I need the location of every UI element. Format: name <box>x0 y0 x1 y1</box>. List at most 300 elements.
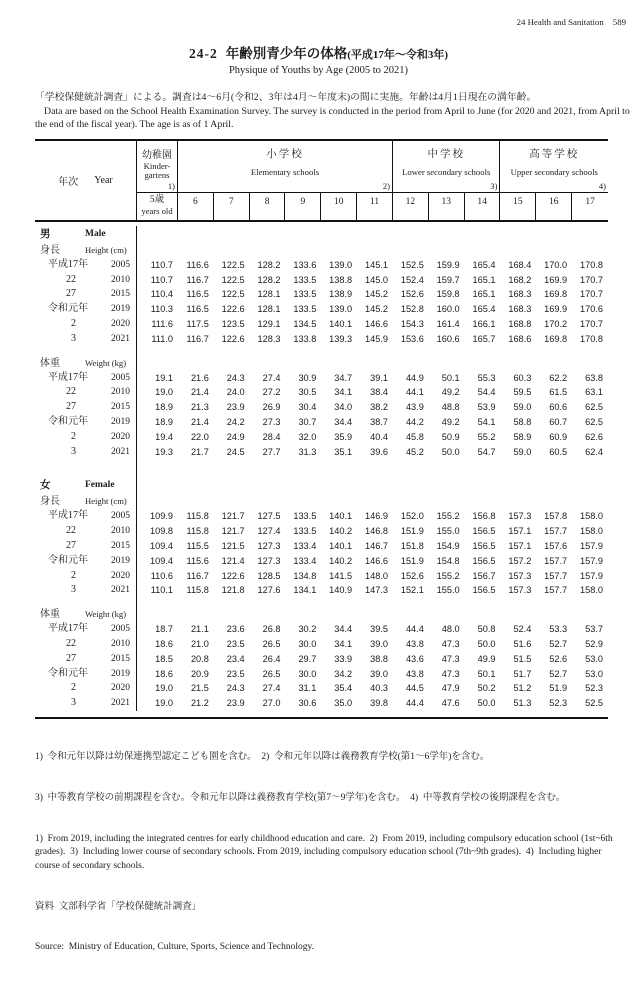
era-label: 令和元年 <box>48 303 88 315</box>
data-cell: 128.5 <box>257 570 281 581</box>
data-cell: 53.3 <box>549 624 568 635</box>
data-cell: 51.9 <box>549 683 568 694</box>
era-label: 27 <box>66 539 76 551</box>
data-cell: 158.0 <box>579 511 603 522</box>
row-label-cell <box>35 667 137 682</box>
data-cell: 170.7 <box>579 289 603 300</box>
data-cell: 168.6 <box>508 333 532 344</box>
data-cell: 170.6 <box>579 304 603 315</box>
data-cell: 26.9 <box>262 402 281 413</box>
era-label: 2 <box>71 682 76 694</box>
group-header <box>137 141 178 193</box>
data-cell: 39.6 <box>370 446 388 457</box>
row-label-cell <box>35 317 137 332</box>
data-cell: 145.2 <box>364 289 388 300</box>
age-header: 8 <box>250 193 286 220</box>
table-data-row <box>35 583 608 598</box>
data-cell: 168.3 <box>508 289 532 300</box>
empty-cell <box>137 226 608 243</box>
data-cell: 48.0 <box>441 624 460 635</box>
group-title-en: Upper secondary schools <box>510 166 598 177</box>
data-cell: 157.7 <box>544 555 568 566</box>
data-cell: 52.5 <box>585 698 603 709</box>
data-cell: 170.0 <box>544 259 568 270</box>
data-cell: 26.4 <box>262 653 281 664</box>
data-cell: 34.4 <box>334 624 353 635</box>
group-title-jp: 小学校 <box>266 148 304 160</box>
group-header <box>500 141 608 193</box>
group-title-jp: 中学校 <box>427 148 465 160</box>
data-cell: 157.7 <box>544 570 568 581</box>
data-cell: 44.2 <box>405 416 424 427</box>
data-cell: 52.9 <box>585 638 603 649</box>
era-label: 27 <box>66 288 76 300</box>
data-cell: 59.0 <box>513 446 532 457</box>
era-label: 22 <box>66 637 76 649</box>
table-data-row <box>35 539 608 554</box>
data-cell: 49.2 <box>441 416 460 427</box>
year-column-header <box>35 141 137 220</box>
data-cell: 31.3 <box>298 446 317 457</box>
table-data-row <box>35 681 608 696</box>
year-value: 2015 <box>111 402 130 413</box>
data-cell: 134.1 <box>293 585 317 596</box>
data-cell: 122.6 <box>221 570 245 581</box>
age-header: 10 <box>321 193 357 220</box>
table-data-row <box>35 302 608 317</box>
data-cell: 54.4 <box>477 387 496 398</box>
data-cell: 121.4 <box>221 555 245 566</box>
data-cell: 151.9 <box>400 526 424 537</box>
data-cell: 50.1 <box>477 668 496 679</box>
title-label-en: Male <box>85 228 106 239</box>
data-cell: 23.5 <box>226 638 245 649</box>
table-body <box>35 222 608 719</box>
data-cell: 140.9 <box>329 585 353 596</box>
data-cell: 18.9 <box>155 402 173 413</box>
data-cell: 51.6 <box>513 638 532 649</box>
data-cell: 157.9 <box>579 540 603 551</box>
data-cell: 140.1 <box>329 511 353 522</box>
year-value: 2015 <box>111 653 130 664</box>
data-cell: 170.8 <box>579 333 603 344</box>
table-title-jp <box>0 42 637 62</box>
data-cell: 21.4 <box>190 416 209 427</box>
data-cell: 127.4 <box>257 526 281 537</box>
data-cell: 122.5 <box>221 289 245 300</box>
data-cell: 27.2 <box>262 387 281 398</box>
data-cell: 110.6 <box>150 570 173 581</box>
year-value: 2019 <box>111 304 130 315</box>
data-cell: 122.6 <box>221 333 245 344</box>
empty-cell <box>137 243 608 258</box>
data-cell: 47.9 <box>441 683 460 694</box>
data-cell: 116.5 <box>186 289 209 300</box>
data-cell: 152.8 <box>400 304 424 315</box>
data-cell: 51.2 <box>513 683 532 694</box>
data-cell: 58.9 <box>513 431 532 442</box>
table-data-row <box>35 622 608 637</box>
data-cell: 111.0 <box>151 333 173 344</box>
data-cell: 109.8 <box>150 526 173 537</box>
row-label-cell <box>35 415 137 430</box>
spacer-cell <box>137 459 608 477</box>
age-header: 14 <box>465 193 501 220</box>
data-cell: 63.8 <box>585 372 603 383</box>
title-label-cell <box>35 226 137 243</box>
row-label-cell <box>35 302 137 317</box>
spacer-cell <box>137 598 608 607</box>
data-cell: 18.6 <box>155 668 173 679</box>
data-cell: 54.1 <box>477 416 496 427</box>
row-label-cell <box>35 430 137 445</box>
data-cell: 110.3 <box>150 304 173 315</box>
data-cell: 23.4 <box>226 653 245 664</box>
table-data-row <box>35 509 608 524</box>
data-cell: 116.7 <box>186 570 209 581</box>
data-cell: 50.0 <box>477 638 496 649</box>
data-cell: 115.6 <box>186 555 209 566</box>
data-cell: 28.4 <box>262 431 281 442</box>
data-cell: 45.2 <box>405 446 424 457</box>
empty-cell <box>137 494 608 509</box>
era-label: 27 <box>66 652 76 664</box>
data-cell: 156.5 <box>472 555 496 566</box>
row-label-cell <box>35 554 137 569</box>
data-cell: 156.5 <box>472 526 496 537</box>
data-cell: 165.7 <box>472 333 496 344</box>
data-cell: 168.3 <box>508 304 532 315</box>
data-cell: 115.8 <box>186 585 209 596</box>
data-cell: 151.8 <box>400 540 424 551</box>
data-cell: 52.6 <box>549 653 568 664</box>
age-header: 7 <box>214 193 250 220</box>
data-cell: 62.5 <box>585 402 603 413</box>
data-cell: 52.7 <box>549 668 568 679</box>
data-cell: 40.4 <box>370 431 388 442</box>
data-cell: 34.7 <box>334 372 353 383</box>
data-cell: 61.5 <box>549 387 568 398</box>
data-cell: 39.0 <box>370 668 388 679</box>
data-cell: 157.7 <box>544 526 568 537</box>
data-cell: 34.0 <box>334 402 353 413</box>
data-cell: 30.4 <box>298 402 317 413</box>
data-cell: 27.7 <box>262 446 281 457</box>
table-data-row <box>35 637 608 652</box>
data-cell: 30.5 <box>298 387 317 398</box>
data-cell: 133.5 <box>293 274 317 285</box>
data-cell: 26.5 <box>262 638 281 649</box>
era-label: 22 <box>66 273 76 285</box>
data-cell: 160.6 <box>436 333 460 344</box>
data-cell: 27.0 <box>262 698 281 709</box>
data-cell: 157.1 <box>508 540 532 551</box>
data-cell: 154.9 <box>436 540 460 551</box>
table-data-row <box>35 273 608 288</box>
year-value: 2021 <box>111 446 130 457</box>
page-header <box>0 0 637 27</box>
data-cell: 52.4 <box>513 624 532 635</box>
era-label: 22 <box>66 525 76 537</box>
data-cell: 18.6 <box>155 638 173 649</box>
data-cell: 145.1 <box>364 259 388 270</box>
year-value: 2010 <box>111 387 130 398</box>
data-cell: 59.0 <box>513 402 532 413</box>
era-label: 令和元年 <box>48 415 88 427</box>
data-cell: 53.9 <box>477 402 496 413</box>
age-header: 12 <box>393 193 429 220</box>
data-cell: 169.8 <box>544 289 568 300</box>
data-cell: 26.8 <box>262 624 281 635</box>
data-cell: 151.9 <box>400 555 424 566</box>
data-cell: 116.6 <box>186 259 209 270</box>
data-cell: 156.5 <box>472 540 496 551</box>
title-label-jp: 女 <box>40 480 51 492</box>
data-cell: 24.9 <box>226 431 245 442</box>
data-cell: 24.0 <box>226 387 245 398</box>
measure-label-jp: 身長 <box>40 244 60 256</box>
title-label-cell <box>35 477 137 494</box>
data-cell: 165.1 <box>472 289 496 300</box>
group-footnote-ref: 4) <box>598 180 606 191</box>
data-cell: 34.1 <box>334 638 353 649</box>
data-cell: 157.1 <box>508 526 532 537</box>
footnote-en: 1) From 2019, including the integrated centres for early childhood education and care. 2) From 2019, including compulsory education school (1st~6th grades). 3) Including lower course of secondary schools. From 2019, including compulsory education school (7th~9th grades). 4) Including higher course of secondary schools. <box>35 833 616 871</box>
data-cell: 21.4 <box>190 387 209 398</box>
age-5-jp: 5歳 <box>149 194 165 205</box>
data-cell: 19.1 <box>155 372 173 383</box>
measure-label-row <box>35 494 608 509</box>
measure-label-jp: 体重 <box>40 357 60 369</box>
era-label: 3 <box>71 584 76 596</box>
data-cell: 161.4 <box>436 318 460 329</box>
data-cell: 169.9 <box>544 274 568 285</box>
data-cell: 141.5 <box>329 570 353 581</box>
measure-label-en: Weight (kg) <box>85 609 127 620</box>
year-label-en: Year <box>94 174 113 186</box>
data-cell: 127.5 <box>257 511 281 522</box>
age-header: 17 <box>585 196 595 207</box>
data-cell: 168.8 <box>508 318 532 329</box>
data-cell: 38.2 <box>370 402 388 413</box>
data-cell: 58.8 <box>513 416 532 427</box>
data-cell: 23.9 <box>226 402 245 413</box>
data-cell: 49.2 <box>441 387 460 398</box>
data-cell: 44.4 <box>405 698 424 709</box>
data-cell: 122.5 <box>221 274 245 285</box>
data-cell: 38.8 <box>370 653 388 664</box>
row-label-cell <box>35 258 137 273</box>
row-label-cell <box>35 583 137 598</box>
data-cell: 51.7 <box>513 668 532 679</box>
data-cell: 152.6 <box>400 570 424 581</box>
data-cell: 155.2 <box>436 570 460 581</box>
data-cell: 21.1 <box>190 624 209 635</box>
data-cell: 24.5 <box>226 446 245 457</box>
data-cell: 152.0 <box>400 511 424 522</box>
data-cell: 55.3 <box>477 372 496 383</box>
data-cell: 121.8 <box>221 585 245 596</box>
age-5-en: years old <box>141 206 173 217</box>
data-cell: 62.2 <box>549 372 568 383</box>
data-cell: 47.3 <box>441 653 460 664</box>
data-cell: 38.4 <box>370 387 388 398</box>
table-data-row <box>35 569 608 584</box>
data-cell: 23.9 <box>226 698 245 709</box>
data-cell: 115.5 <box>186 540 209 551</box>
measure-label-row <box>35 243 608 258</box>
data-cell: 35.4 <box>334 683 353 694</box>
data-cell: 32.0 <box>298 431 317 442</box>
data-cell: 30.0 <box>298 668 317 679</box>
data-cell: 21.7 <box>190 446 209 457</box>
data-cell: 21.5 <box>190 683 209 694</box>
data-cell: 146.8 <box>364 526 388 537</box>
data-cell: 116.7 <box>186 274 209 285</box>
year-value: 2019 <box>111 416 130 427</box>
data-cell: 170.7 <box>579 318 603 329</box>
data-cell: 152.6 <box>400 289 424 300</box>
data-cell: 146.9 <box>364 511 388 522</box>
measure-label-cell <box>35 494 137 509</box>
data-cell: 133.5 <box>293 511 317 522</box>
data-cell: 133.6 <box>293 259 317 270</box>
data-cell: 146.6 <box>364 318 388 329</box>
data-cell: 63.1 <box>585 387 603 398</box>
group-header <box>178 141 393 193</box>
data-cell: 109.4 <box>150 555 173 566</box>
data-cell: 170.8 <box>579 259 603 270</box>
era-label: 平成17年 <box>48 258 88 270</box>
data-cell: 109.9 <box>150 511 173 522</box>
data-cell: 109.4 <box>150 540 173 551</box>
year-value: 2010 <box>111 638 130 649</box>
measure-label-row <box>35 607 608 622</box>
row-label-cell <box>35 371 137 386</box>
data-cell: 62.4 <box>585 446 603 457</box>
row-label-cell <box>35 622 137 637</box>
data-cell: 47.3 <box>441 668 460 679</box>
table-data-row <box>35 667 608 682</box>
year-value: 2021 <box>111 333 130 344</box>
era-label: 2 <box>71 317 76 329</box>
year-value: 2020 <box>111 431 130 442</box>
data-cell: 154.8 <box>436 555 460 566</box>
data-cell: 110.7 <box>150 259 173 270</box>
data-cell: 134.8 <box>293 570 317 581</box>
data-cell: 44.5 <box>405 683 424 694</box>
data-cell: 50.1 <box>441 372 460 383</box>
data-cell: 121.7 <box>221 526 245 537</box>
data-cell: 129.1 <box>257 318 281 329</box>
table-data-row <box>35 554 608 569</box>
data-cell: 145.2 <box>364 304 388 315</box>
table-data-row <box>35 430 608 445</box>
data-cell: 19.3 <box>155 446 173 457</box>
table-data-row <box>35 524 608 539</box>
data-cell: 30.9 <box>298 372 317 383</box>
data-cell: 123.5 <box>221 318 245 329</box>
data-cell: 27.3 <box>262 416 281 427</box>
data-cell: 127.3 <box>257 540 281 551</box>
era-label: 3 <box>71 332 76 344</box>
row-label-cell <box>35 287 137 302</box>
year-value: 2015 <box>111 540 130 551</box>
data-cell: 140.1 <box>329 540 353 551</box>
data-cell: 156.8 <box>472 511 496 522</box>
row-label-cell <box>35 539 137 554</box>
year-label-jp: 年次 <box>58 176 79 188</box>
data-cell: 154.3 <box>400 318 424 329</box>
data-cell: 47.3 <box>441 638 460 649</box>
group-footnote-ref: 1) <box>167 180 175 191</box>
data-cell: 127.6 <box>257 585 281 596</box>
data-cell: 153.6 <box>400 333 424 344</box>
year-value: 2021 <box>111 698 130 709</box>
intro-en: Data are based on the School Health Examination Survey. The survey is conducted in the period from April to June (for 2020 and 2021, from April to the end of the fiscal year). The age is as of 1 April. <box>35 105 630 131</box>
age-header: 9 <box>285 193 321 220</box>
data-cell: 117.5 <box>186 318 209 329</box>
data-cell: 134.5 <box>293 318 317 329</box>
data-cell: 128.1 <box>257 304 281 315</box>
data-cell: 145.0 <box>364 274 388 285</box>
data-cell: 21.6 <box>190 372 209 383</box>
source-jp: 資料 文部科学省「学校保健統計調査」 <box>35 901 202 912</box>
data-cell: 62.6 <box>585 431 603 442</box>
data-cell: 157.2 <box>508 555 532 566</box>
era-label: 3 <box>71 445 76 457</box>
table-data-row <box>35 332 608 347</box>
data-cell: 133.4 <box>293 555 317 566</box>
data-cell: 24.2 <box>226 416 245 427</box>
measure-label-row <box>35 356 608 371</box>
data-cell: 51.5 <box>513 653 532 664</box>
source-en: Source: Ministry of Education, Culture, Sports, Science and Technology. <box>35 942 315 953</box>
data-cell: 29.7 <box>298 653 317 664</box>
data-cell: 157.6 <box>544 540 568 551</box>
table-data-row <box>35 696 608 711</box>
empty-cell <box>137 477 608 494</box>
data-cell: 157.7 <box>544 585 568 596</box>
data-cell: 60.5 <box>549 446 568 457</box>
data-cell: 146.6 <box>364 555 388 566</box>
year-value: 2019 <box>111 668 130 679</box>
data-cell: 43.6 <box>405 653 424 664</box>
table-data-row <box>35 445 608 460</box>
data-cell: 115.8 <box>186 526 209 537</box>
era-label: 平成17年 <box>48 623 88 635</box>
group-title-jp: 高等学校 <box>529 148 580 160</box>
data-cell: 110.7 <box>150 274 173 285</box>
title-text-jp: 年齢別青少年の体格 <box>225 46 348 61</box>
data-cell: 140.1 <box>329 318 353 329</box>
data-cell: 35.0 <box>334 698 353 709</box>
table-data-row <box>35 258 608 273</box>
footnotes <box>35 724 627 982</box>
data-cell: 52.3 <box>549 698 568 709</box>
data-cell: 53.0 <box>585 668 603 679</box>
age-header: 13 <box>429 193 465 220</box>
year-value: 2010 <box>111 526 130 537</box>
data-cell: 35.9 <box>334 431 353 442</box>
measure-label-en: Weight (kg) <box>85 357 127 368</box>
year-value: 2015 <box>111 289 130 300</box>
data-cell: 160.0 <box>436 304 460 315</box>
row-label-cell <box>35 569 137 584</box>
data-cell: 140.2 <box>329 555 353 566</box>
data-cell: 18.7 <box>155 624 173 635</box>
age-header: 16 <box>536 193 572 220</box>
